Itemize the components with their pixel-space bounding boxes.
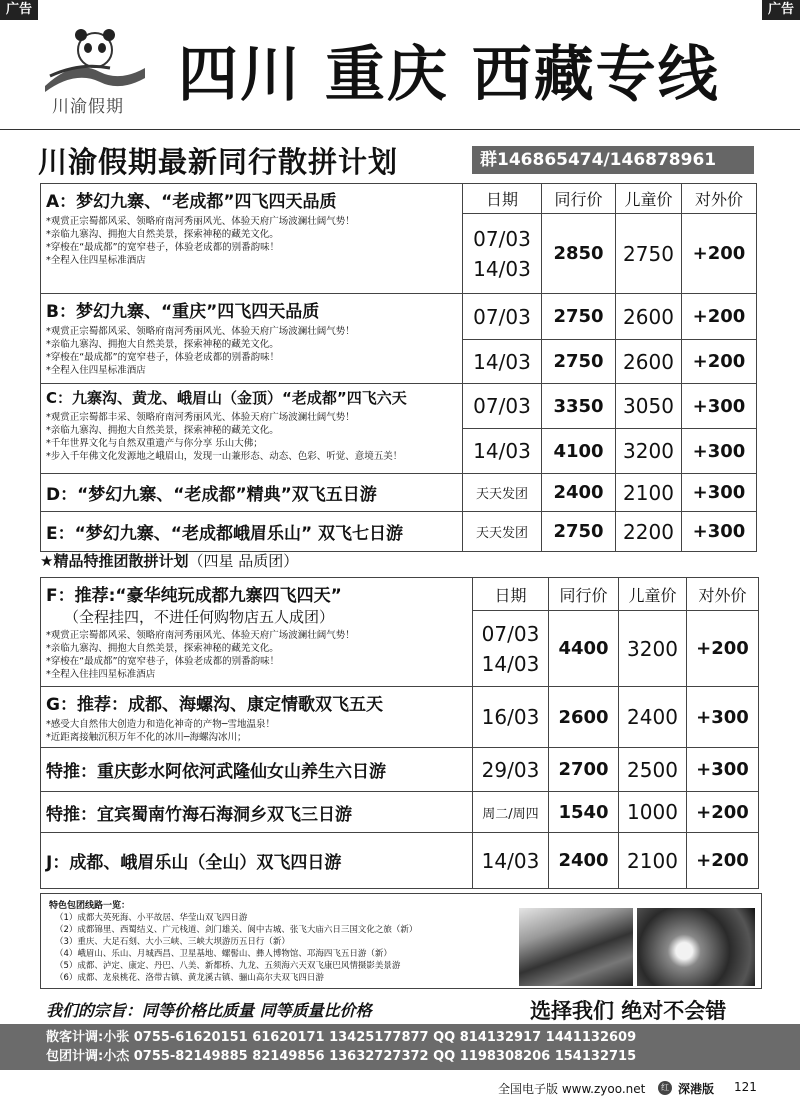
landscape-photo bbox=[519, 908, 633, 986]
child-price: 1000 bbox=[619, 792, 687, 833]
date-cell: 天天发团 bbox=[463, 512, 542, 552]
date-cell: 16/03 bbox=[473, 687, 549, 748]
logo-text: 川渝假期 bbox=[52, 97, 124, 117]
date-cell: 天天发团 bbox=[463, 474, 542, 512]
peer-price: 2750 bbox=[542, 512, 616, 552]
schedule-table-1 bbox=[40, 183, 757, 552]
date-cell: 07/03 bbox=[463, 384, 542, 429]
public-price: +200 bbox=[687, 611, 759, 687]
public-price: +300 bbox=[687, 687, 759, 748]
special-route-line: （2）成都锦里、西蜀结义、广元栈道、剑门雄关、阆中古城、张飞大庙六日三国文化之旅（新） bbox=[55, 925, 418, 935]
col-header-child-price: 儿童价 bbox=[616, 184, 682, 214]
child-price: 3200 bbox=[619, 611, 687, 687]
special-route-line: （4）峨眉山、乐山、月城西昌、卫星基地、螺髻山、彝人博物馆、邛海四飞五日游（新） bbox=[55, 949, 392, 959]
child-price: 2600 bbox=[616, 294, 682, 340]
date-cell: 14/03 bbox=[473, 833, 549, 889]
peer-price: 2850 bbox=[542, 214, 616, 294]
date-cell: 周二/周四 bbox=[473, 792, 549, 833]
page-title: 四川 重庆 西藏专线 bbox=[178, 40, 720, 110]
ad-tag-left: 广告 bbox=[0, 0, 38, 20]
peer-price: 4400 bbox=[549, 611, 619, 687]
public-price: +300 bbox=[682, 474, 757, 512]
child-price: 2500 bbox=[619, 748, 687, 792]
waterfall-photo bbox=[637, 908, 755, 986]
public-price: +200 bbox=[687, 792, 759, 833]
child-price: 2100 bbox=[616, 474, 682, 512]
public-price: +300 bbox=[682, 384, 757, 429]
plan-title: 川渝假期最新同行散拼计划 bbox=[38, 145, 399, 179]
route-e: E：“梦幻九寨、“老成都峨眉乐山” 双飞七日游 bbox=[41, 512, 463, 552]
peer-price: 2600 bbox=[549, 687, 619, 748]
col-header-public-price: 对外价 bbox=[687, 578, 759, 611]
date-cell: 14/03 bbox=[463, 429, 542, 474]
special-route-line: （3）重庆、大足石刻、大小三峡、三峡大坝游历五日行（新） bbox=[55, 937, 290, 947]
peer-price: 2750 bbox=[542, 294, 616, 340]
slogan: 选择我们 绝对不会错 bbox=[530, 999, 727, 1023]
child-price: 2200 bbox=[616, 512, 682, 552]
ad-tag-right: 广告 bbox=[762, 0, 800, 20]
route-d: D：“梦幻九寨、“老成都”精典”双飞五日游 bbox=[41, 474, 463, 512]
col-header-date: 日期 bbox=[473, 578, 549, 611]
qq-group-badge: 群146865474/146878961 bbox=[472, 146, 754, 174]
peer-price: 2400 bbox=[549, 833, 619, 889]
col-header-child-price: 儿童价 bbox=[619, 578, 687, 611]
date-cell: 07/03 14/03 bbox=[463, 214, 542, 294]
date-cell: 29/03 bbox=[473, 748, 549, 792]
route-a: A：梦幻九寨、“老成都”四飞四天品质 *观赏正宗蜀都风采、领略府南河秀丽风光、体验天府广场波澜壮阔气势！ *亲临九寨沟、拥抱大自然美景，探索神秘的藏羌文化。 *穿梭在“最成都”的宽窄巷子，体验老成都的别番韵味！ *全程入住四星标准酒店 bbox=[41, 184, 463, 294]
route-g: G：推荐：成都、海螺沟、康定情歌双飞五天 *感受大自然伟大创造力和造化神奇的产物─雪地温泉！ *近距离接触沉积万年不化的冰川─海螺沟冰川； bbox=[41, 687, 473, 748]
special-routes-title: 特色包团线路一览： bbox=[49, 901, 131, 911]
public-price: +300 bbox=[687, 748, 759, 792]
child-price: 3200 bbox=[616, 429, 682, 474]
child-price: 2600 bbox=[616, 340, 682, 384]
public-price: +200 bbox=[682, 340, 757, 384]
edition-badge-icon: 红 bbox=[658, 1081, 672, 1095]
date-cell: 07/03 bbox=[463, 294, 542, 340]
child-price: 2400 bbox=[619, 687, 687, 748]
section-2-title: ★精品特推团散拼计划（四星 品质团） bbox=[40, 552, 299, 570]
col-header-peer-price: 同行价 bbox=[542, 184, 616, 214]
col-header-date: 日期 bbox=[463, 184, 542, 214]
peer-price: 2750 bbox=[542, 340, 616, 384]
child-price: 2750 bbox=[616, 214, 682, 294]
route-h: 特推：重庆彭水阿依河武隆仙女山养生六日游 bbox=[41, 748, 473, 792]
special-routes-box bbox=[40, 893, 762, 989]
contact-line-group: 包团计调:小杰 0755-82149885 82149856 13632727372 QQ 1198308206 154132715 bbox=[46, 1049, 637, 1064]
footer-edition: 深港版 bbox=[678, 1082, 715, 1096]
peer-price: 1540 bbox=[549, 792, 619, 833]
col-header-public-price: 对外价 bbox=[682, 184, 757, 214]
col-header-peer-price: 同行价 bbox=[549, 578, 619, 611]
special-route-line: （1）成都大英死海、小平故居、华莹山双飞四日游 bbox=[55, 913, 248, 923]
contact-bar bbox=[0, 1024, 800, 1070]
date-cell: 14/03 bbox=[463, 340, 542, 384]
public-price: +200 bbox=[682, 214, 757, 294]
public-price: +200 bbox=[682, 294, 757, 340]
contact-line-individual: 散客计调:小张 0755-61620151 61620171 13425177877 QQ 814132917 1441132609 bbox=[46, 1030, 637, 1045]
route-c: C：九寨沟、黄龙、峨眉山（金顶）“老成都”四飞六天 *观赏正宗蜀都丰采、领略府南河秀丽风光、体验天府广场波澜壮阔气势！ *亲临九寨沟、拥抱大自然美景，探索神秘的藏羌文化。 *千年世界文化与自然双重遗产与你分享 乐山大佛； *步入千年佛文化发源地之峨眉山，发现一山兼形态、动态、色彩、听觉、意境五美！ bbox=[41, 384, 463, 474]
child-price: 2100 bbox=[619, 833, 687, 889]
special-route-line: （5）成都、泸定、康定、丹巴、八美、新都桥、九龙、五须海六天双飞康巴风情摄影美景游 bbox=[55, 961, 401, 971]
peer-price: 2400 bbox=[542, 474, 616, 512]
public-price: +300 bbox=[682, 429, 757, 474]
schedule-table-2 bbox=[40, 577, 759, 889]
peer-price: 2700 bbox=[549, 748, 619, 792]
peer-price: 4100 bbox=[542, 429, 616, 474]
date-cell: 07/03 14/03 bbox=[473, 611, 549, 687]
child-price: 3050 bbox=[616, 384, 682, 429]
public-price: +200 bbox=[687, 833, 759, 889]
company-motto: 我们的宗旨：同等价格比质量 同等质量比价格 bbox=[46, 1001, 372, 1020]
public-price: +300 bbox=[682, 512, 757, 552]
special-route-line: （6）成都、龙泉桃花、洛带古镇、黄龙溪古镇、骊山高尔夫双飞四日游 bbox=[55, 973, 324, 983]
route-f: F：推荐:“豪华纯玩成都九寨四飞四天” （全程挂四，不进任何购物店五人成团） *观赏正宗蜀都风采、领略府南河秀丽风光、体验天府广场波澜壮阔气势！ *亲临九寨沟、拥抱大自然美景，探索神秘的藏羌文化。 *穿梭在“最成都”的宽窄巷子，体验老成都的别番韵味！ *全程入住挂四星标准酒店 bbox=[41, 578, 473, 687]
route-i: 特推：宜宾蜀南竹海石海洞乡双飞三日游 bbox=[41, 792, 473, 833]
peer-price: 3350 bbox=[542, 384, 616, 429]
footer-site: 全国电子版 www.zyoo.net bbox=[498, 1082, 646, 1096]
route-j: J：成都、峨眉乐山（全山）双飞四日游 bbox=[41, 833, 473, 889]
page-number: 121 bbox=[734, 1080, 757, 1094]
route-b: B：梦幻九寨、“重庆”四飞四天品质 *观赏正宗蜀都风采、领略府南河秀丽风光、体验天府广场波澜壮阔气势！ *亲临九寨沟、拥抱大自然美景，探索神秘的藏羌文化。 *穿梭在“最成都”的宽窄巷子，体验老成都的别番韵味！ *全程入住四星标准酒店 bbox=[41, 294, 463, 384]
